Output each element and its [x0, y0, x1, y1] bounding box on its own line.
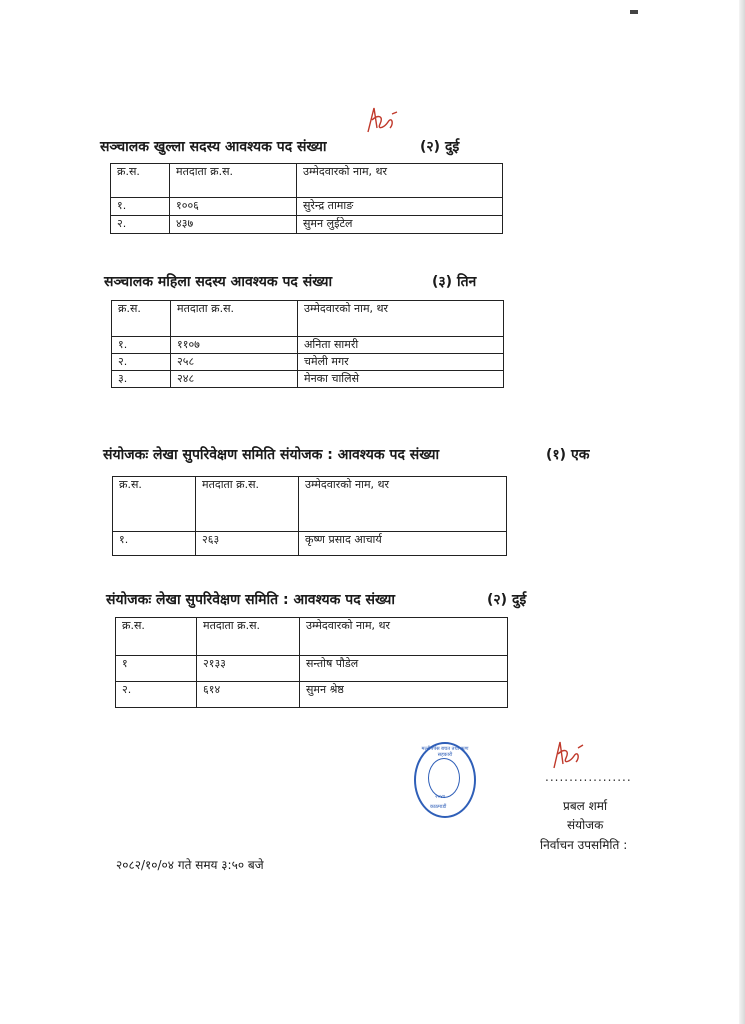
header-sn: क्र.स. [113, 477, 196, 532]
section-3-count: (१) एक [546, 447, 590, 463]
seal-text: मल्टीपर्पस बचत तथा ऋण सहकारी [421, 746, 469, 758]
section-1-table [110, 163, 503, 234]
section-4-title: संयोजकः लेखा सुपरिवेक्षण समिति : आवश्यक पद संख्या (२) दुई [106, 592, 527, 608]
section-2-count: (३) तिन [432, 274, 477, 290]
seal-year: २०४९ [435, 794, 446, 800]
header-sn: क्र.स. [111, 164, 170, 198]
header-sn: क्र.स. [116, 618, 197, 656]
signature-line: .................. [545, 770, 632, 784]
section-2-table [111, 300, 504, 388]
header-voter-no: मतदाता क्र.स. [197, 618, 300, 656]
section-4-table [115, 617, 508, 708]
header-candidate-name: उम्मेदवारको नाम, थर [300, 618, 508, 656]
header-candidate-name: उम्मेदवारको नाम, थर [299, 477, 507, 532]
signature-icon [548, 738, 588, 774]
table-row: २. ६१४ सुमन श्रेष्ठ [116, 682, 508, 708]
signatory-name: प्रबल शर्मा [563, 799, 608, 813]
cooperative-seal [414, 742, 476, 818]
section-4-count: (२) दुई [487, 592, 527, 608]
header-candidate-name: उम्मेदवारको नाम, थर [298, 301, 504, 337]
table-row: १ २१३३ सन्तोष पौडेल [116, 656, 508, 682]
table-row: १. १००६ सुरेन्द्र तामाङ [111, 198, 503, 216]
seal-emblem-icon [428, 758, 460, 798]
header-voter-no: मतदाता क्र.स. [196, 477, 299, 532]
header-voter-no: मतदाता क्र.स. [171, 301, 298, 337]
timestamp: २०८२/१०/०४ गते समय ३:५० बजे [116, 858, 264, 872]
scan-mark [630, 10, 638, 14]
header-candidate-name: उम्मेदवारको नाम, थर [297, 164, 503, 198]
table-row: २. २५८ चमेली मगर [112, 354, 504, 371]
signatory-committee: निर्वाचन उपसमिति : [540, 838, 628, 852]
section-3-table [112, 476, 507, 556]
table-row: ३. २४८ मेनका चालिसे [112, 371, 504, 388]
header-voter-no: मतदाता क्र.स. [170, 164, 297, 198]
header-sn: क्र.स. [112, 301, 171, 337]
table-row: १. २६३ कृष्ण प्रसाद आचार्य [113, 532, 507, 556]
seal-place: काठमाडौं [430, 804, 447, 810]
signature-icon [364, 104, 400, 138]
table-row: २. ४३७ सुमन लुईटेल [111, 216, 503, 234]
section-2-title: सञ्चालक महिला सदस्य आवश्यक पद संख्या (३) तिन [104, 274, 477, 290]
section-1-count: (२) दुई [420, 139, 460, 155]
page-edge [739, 0, 745, 1024]
table-row: १. ११०७ अनिता सामरी [112, 337, 504, 354]
signatory-role: संयोजक [567, 818, 604, 832]
section-1-title: सञ्चालक खुल्ला सदस्य आवश्यक पद संख्या (२) दुई [100, 139, 460, 155]
section-3-title: संयोजकः लेखा सुपरिवेक्षण समिति संयोजक : आवश्यक पद संख्या (१) एक [103, 447, 590, 463]
